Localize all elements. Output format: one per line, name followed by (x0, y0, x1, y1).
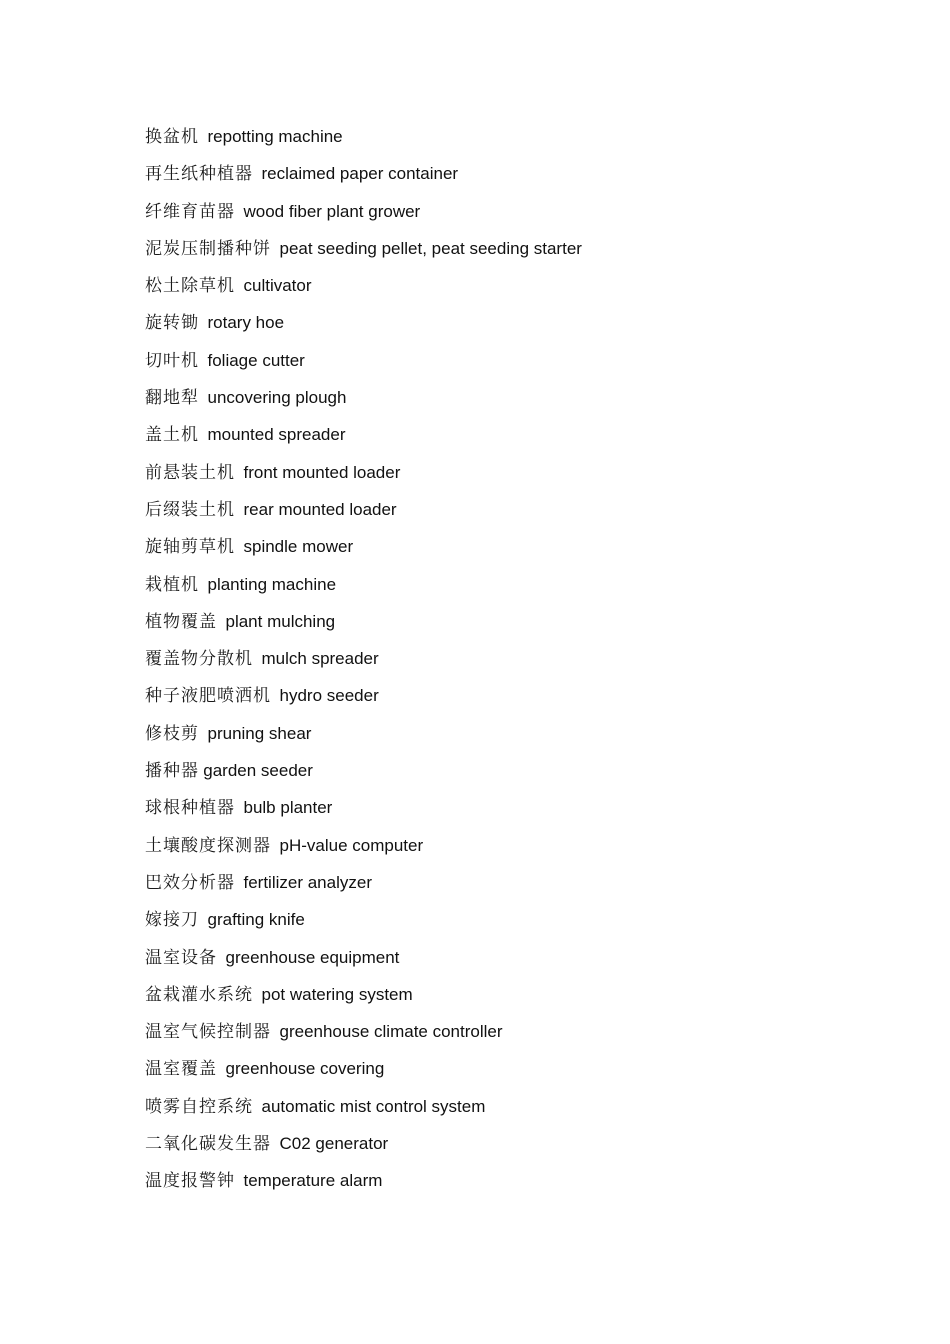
term-separator (199, 575, 208, 594)
english-term: pot watering system (261, 984, 413, 1004)
glossary-entry (145, 939, 582, 976)
chinese-term: 播种器 (145, 761, 199, 782)
english-term: hydro seeder (279, 686, 379, 706)
chinese-term: 温度报警钟 (145, 1171, 235, 1192)
term-separator (217, 612, 226, 631)
english-term: fertilizer analyzer (243, 872, 372, 892)
chinese-term: 土壤酸度探测器 (145, 835, 271, 856)
glossary-entry (145, 864, 582, 901)
english-term: garden seeder (203, 761, 313, 781)
glossary-entry (145, 342, 582, 379)
glossary-entry (145, 1125, 582, 1162)
english-term: grafting knife (207, 910, 305, 930)
chinese-term: 翻地犁 (145, 388, 199, 409)
term-separator (235, 276, 244, 295)
glossary-entry (145, 304, 582, 341)
english-term: plant mulching (225, 611, 336, 631)
chinese-term: 嫁接刀 (145, 910, 199, 931)
english-term: cultivator (243, 276, 312, 296)
term-separator (253, 1097, 262, 1116)
glossary-entry (145, 1088, 582, 1125)
glossary-entry (145, 640, 582, 677)
chinese-term: 松土除草机 (145, 276, 235, 297)
english-term: pruning shear (207, 723, 312, 743)
term-separator (235, 202, 244, 221)
term-separator (271, 686, 280, 705)
chinese-term: 纤维育苗器 (145, 201, 235, 222)
chinese-term: 种子液肥喷洒机 (145, 686, 271, 707)
term-separator (235, 1171, 244, 1190)
chinese-term: 旋轴剪草机 (145, 537, 235, 558)
chinese-term: 盖土机 (145, 425, 199, 446)
chinese-term: 泥炭压制播种饼 (145, 238, 271, 259)
glossary-entry (145, 1050, 582, 1087)
chinese-term: 球根种植器 (145, 798, 235, 819)
term-separator (235, 798, 244, 817)
chinese-term: 巴效分析器 (145, 872, 235, 893)
english-term: planting machine (207, 574, 337, 594)
glossary-entry (145, 1162, 582, 1199)
term-separator (199, 351, 208, 370)
english-term: foliage cutter (207, 350, 305, 370)
english-term: bulb planter (243, 798, 333, 818)
english-term: repotting machine (207, 127, 343, 146)
term-separator (235, 463, 244, 482)
term-separator (253, 164, 262, 183)
glossary-entry (145, 155, 582, 192)
term-separator (217, 1059, 226, 1078)
glossary-entry (145, 491, 582, 528)
glossary-entry (145, 789, 582, 826)
chinese-term: 温室设备 (145, 947, 217, 968)
glossary-entry (145, 715, 582, 752)
glossary-entry (145, 379, 582, 416)
chinese-term: 切叶机 (145, 350, 199, 371)
chinese-term: 修枝剪 (145, 723, 199, 744)
term-separator (235, 873, 244, 892)
glossary-entry (145, 193, 582, 230)
glossary-entry (145, 827, 582, 864)
english-term: temperature alarm (243, 1171, 383, 1191)
chinese-term: 盆栽灌水系统 (145, 984, 253, 1005)
term-separator (271, 836, 280, 855)
english-term: C02 generator (279, 1134, 389, 1154)
term-separator (271, 1022, 280, 1041)
term-separator (199, 425, 208, 444)
glossary-entry (145, 416, 582, 453)
english-term: mounted spreader (207, 425, 346, 445)
chinese-term: 二氧化碳发生器 (145, 1134, 271, 1155)
glossary-entry (145, 230, 582, 267)
chinese-term: 前悬装土机 (145, 462, 235, 483)
english-term: greenhouse covering (225, 1059, 385, 1079)
glossary-entry (145, 677, 582, 714)
term-separator (235, 500, 244, 519)
chinese-term: 栽植机 (145, 574, 199, 595)
english-term: front mounted loader (243, 462, 401, 482)
glossary-entry (145, 752, 582, 789)
english-term: mulch spreader (261, 649, 379, 669)
term-separator (199, 127, 208, 146)
term-separator (271, 239, 280, 258)
english-term: spindle mower (243, 537, 354, 557)
english-term: reclaimed paper container (261, 164, 459, 184)
glossary-entry (145, 976, 582, 1013)
english-term: rear mounted loader (243, 499, 397, 519)
term-separator (253, 985, 262, 1004)
term-separator (235, 537, 244, 556)
term-separator (199, 724, 208, 743)
term-separator (199, 313, 208, 332)
english-term: rotary hoe (207, 313, 285, 333)
term-separator (199, 910, 208, 929)
glossary-entry (145, 528, 582, 565)
term-separator (199, 388, 208, 407)
chinese-term: 换盆机 (145, 127, 199, 147)
glossary-entry (145, 1013, 582, 1050)
glossary-entry (145, 603, 582, 640)
glossary-entry (145, 267, 582, 304)
glossary-list (145, 118, 582, 1200)
english-term: greenhouse climate controller (279, 1022, 503, 1042)
glossary-entry (145, 454, 582, 491)
english-term: peat seeding pellet, peat seeding starter (279, 238, 582, 258)
english-term: automatic mist control system (261, 1096, 486, 1116)
english-term: greenhouse equipment (225, 947, 400, 967)
chinese-term: 覆盖物分散机 (145, 649, 253, 670)
english-term: uncovering plough (207, 388, 347, 408)
chinese-term: 温室覆盖 (145, 1059, 217, 1080)
glossary-entry (145, 901, 582, 938)
term-separator (217, 948, 226, 967)
chinese-term: 再生纸种植器 (145, 164, 253, 185)
term-separator (253, 649, 262, 668)
chinese-term: 喷雾自控系统 (145, 1096, 253, 1117)
term-separator (271, 1134, 280, 1153)
english-term: wood fiber plant grower (243, 201, 421, 221)
english-term: pH-value computer (279, 835, 424, 855)
chinese-term: 旋转锄 (145, 313, 199, 334)
chinese-term: 后缀装土机 (145, 499, 235, 520)
chinese-term: 温室气候控制器 (145, 1022, 271, 1043)
glossary-entry (145, 566, 582, 603)
chinese-term: 植物覆盖 (145, 611, 217, 632)
glossary-entry (145, 118, 582, 155)
